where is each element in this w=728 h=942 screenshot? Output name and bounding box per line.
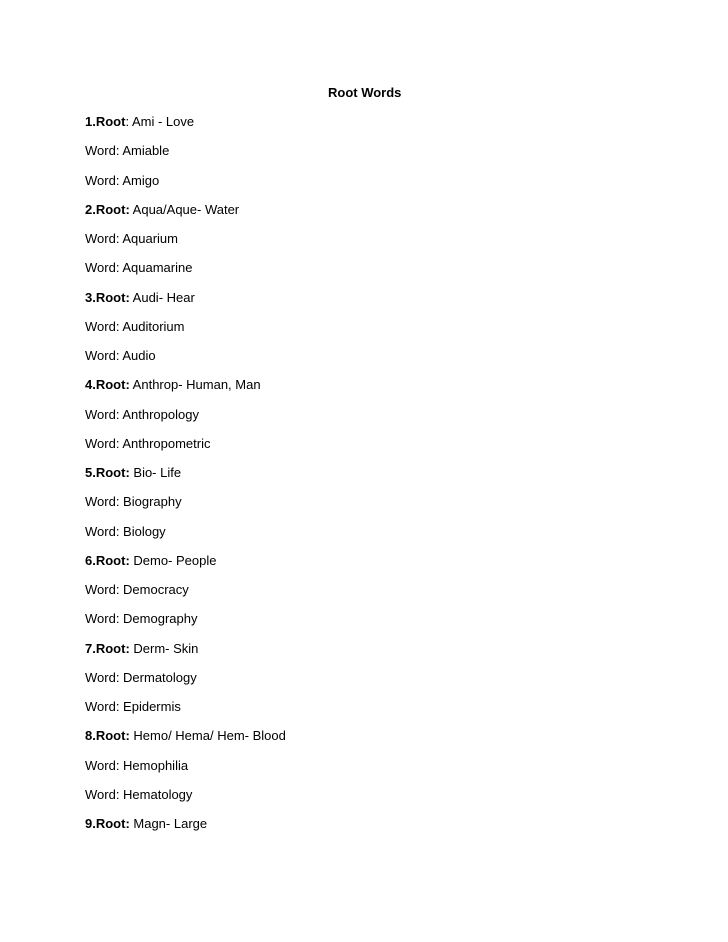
word-line: Word: Audio xyxy=(85,348,156,363)
root-value: Anthrop- Human, Man xyxy=(129,377,261,393)
root-label: 4.Root: xyxy=(85,377,130,393)
word-line: Word: Aquamarine xyxy=(85,260,193,276)
root-line xyxy=(85,290,685,319)
root-value: : Ami - Love xyxy=(125,114,195,129)
root-word-list xyxy=(85,114,685,845)
root-label: 8.Root: xyxy=(85,728,130,744)
word-line: Word: Demography xyxy=(85,611,198,627)
root-label: 3.Root: xyxy=(85,289,130,305)
root-line xyxy=(85,728,685,757)
word-line: Word: Amigo xyxy=(85,172,160,188)
root-label: 6.Root: xyxy=(85,552,130,568)
page-title: Root Words xyxy=(328,85,402,100)
root-value: Hemo/ Hema/ Hem- Blood xyxy=(129,728,286,744)
root-value: Audi- Hear xyxy=(129,289,195,305)
word-line: Word: Biology xyxy=(85,523,166,539)
root-label: 9.Root: xyxy=(85,816,130,831)
word-line: Word: Auditorium xyxy=(85,318,185,334)
root-line xyxy=(85,553,685,582)
word-line: Word: Epidermis xyxy=(85,699,181,714)
word-line: Word: Biography xyxy=(85,494,182,510)
root-line xyxy=(85,641,685,670)
root-line xyxy=(85,377,685,406)
word-line: Word: Amiable xyxy=(85,143,170,159)
root-line xyxy=(85,816,685,845)
root-label: 1.Root xyxy=(85,114,126,129)
root-label: 2.Root: xyxy=(85,201,130,217)
root-value: Bio- Life xyxy=(129,465,182,480)
word-line: Word: Democracy xyxy=(85,582,189,597)
root-label: 5.Root: xyxy=(85,465,130,480)
root-value: Magn- Large xyxy=(129,816,208,831)
root-line xyxy=(85,202,685,231)
root-value: Aqua/Aque- Water xyxy=(129,201,240,217)
word-line: Word: Anthropometric xyxy=(85,435,211,451)
word-line: Word: Dermatology xyxy=(85,669,197,685)
root-label: 7.Root: xyxy=(85,640,130,656)
word-line: Word: Hematology xyxy=(85,786,193,802)
word-line: Word: Aquarium xyxy=(85,231,178,246)
root-line xyxy=(85,465,685,494)
root-line xyxy=(85,114,685,143)
word-line: Word: Anthropology xyxy=(85,406,199,422)
root-value: Demo- People xyxy=(129,552,217,568)
word-line: Word: Hemophilia xyxy=(85,757,189,773)
root-value: Derm- Skin xyxy=(129,640,199,656)
